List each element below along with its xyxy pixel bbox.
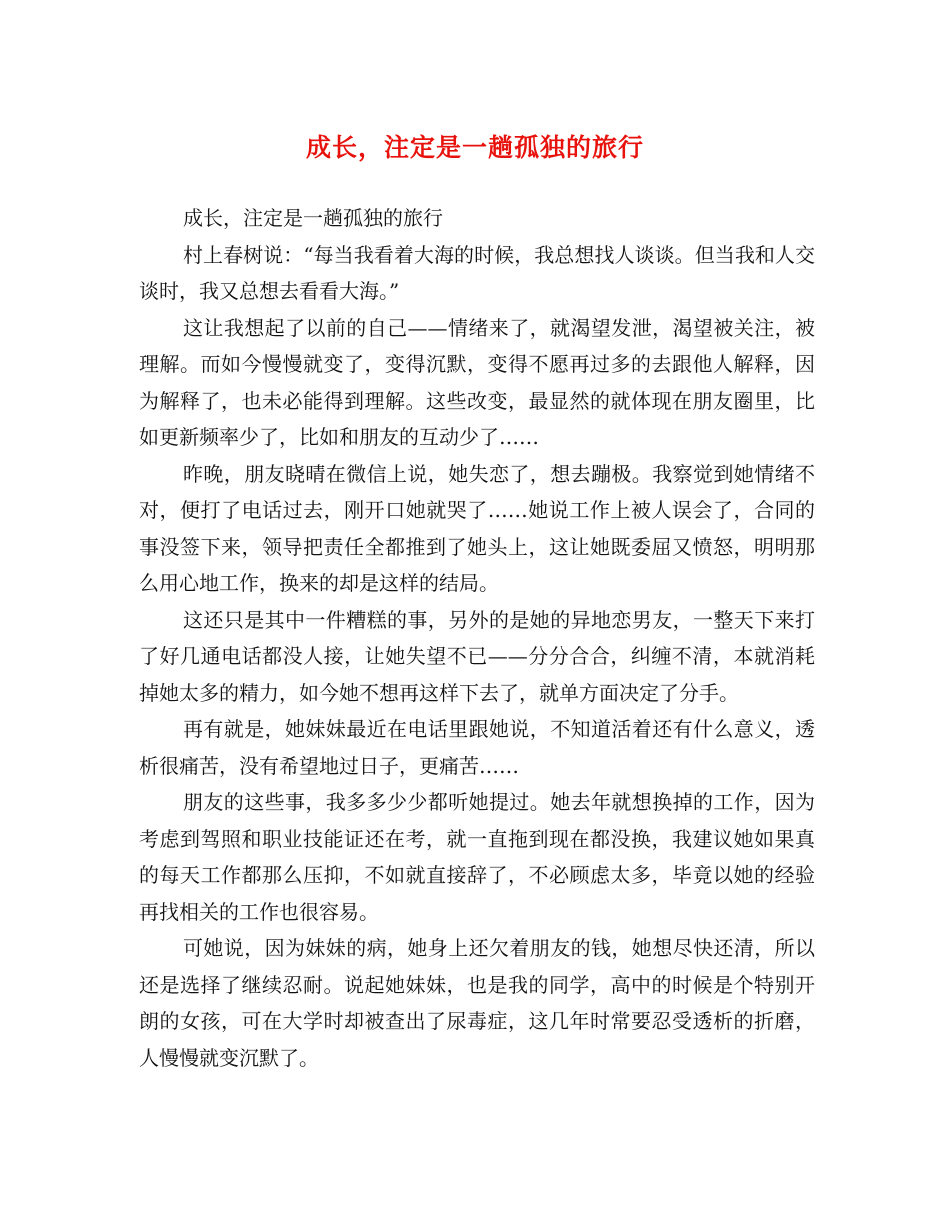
paragraph: 朋友的这些事，我多多少少都听她提过。她去年就想换掉的工作，因为考虑到驾照和职业技能证还在考，就一直拖到现在都没换，我建议她如果真的每天工作都那么压抑，不如就直接辞了，不必顾虑太多，毕竟以她的经验再找相关的工作也很容易。	[139, 790, 815, 924]
document-body	[139, 200, 815, 1076]
paragraph: 可她说，因为妹妹的病，她身上还欠着朋友的钱，她想尽快还清，所以还是选择了继续忍耐。说起她妹妹，也是我的同学，高中的时候是个特别开朗的女孩，可在大学时却被查出了尿毒症，这几年时常要忍受透析的折磨，人慢慢就变沉默了。	[139, 936, 815, 1070]
document-title: 成长，注定是一趟孤独的旅行	[305, 133, 644, 162]
paragraph: 昨晚，朋友晓晴在微信上说，她失恋了，想去蹦极。我察觉到她情绪不对，便打了电话过去，刚开口她就哭了……她说工作上被人误会了，合同的事没签下来，领导把责任全都推到了她头上，这让她既委屈又愤怒，明明那么用心地工作，换来的却是这样的结局。	[139, 461, 815, 595]
paragraph: 这让我想起了以前的自己——情绪来了，就渴望发泄，渴望被关注，被理解。而如今慢慢就变了，变得沉默，变得不愿再过多的去跟他人解释，因为解释了，也未必能得到理解。这些改变，最显然的就体现在朋友圈里，比如更新频率少了，比如和朋友的互动少了……	[139, 315, 815, 449]
paragraph: 成长，注定是一趟孤独的旅行	[183, 206, 443, 230]
paragraph: 这还只是其中一件糟糕的事，另外的是她的异地恋男友，一整天下来打了好几通电话都没人接，让她失望不已——分分合合，纠缠不清，本就消耗掉她太多的精力，如今她不想再这样下去了，就单方面决定了分手。	[139, 607, 815, 705]
paragraph: 村上春树说：“每当我看着大海的时候，我总想找人谈谈。但当我和人交谈时，我又总想去看看大海。”	[139, 242, 815, 303]
paragraph: 再有就是，她妹妹最近在电话里跟她说，不知道活着还有什么意义，透析很痛苦，没有希望地过日子，更痛苦……	[139, 717, 815, 778]
